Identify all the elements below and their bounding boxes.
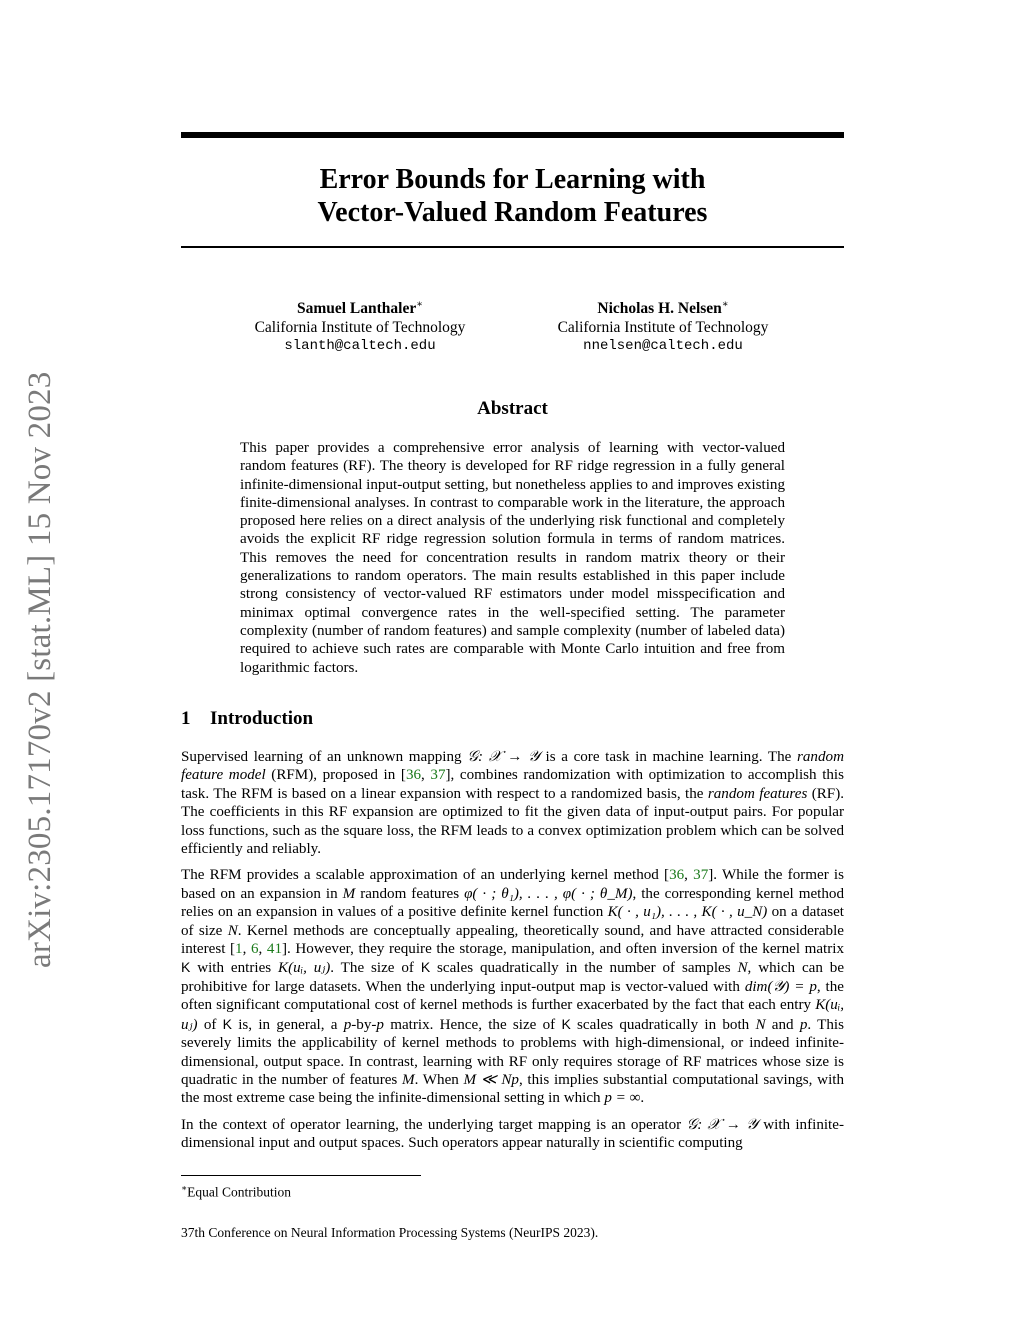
- text-run: , which can be prohibitive for large datasets. When the underlying input-output map is vector-valued with: [181, 960, 845, 995]
- author-name: Samuel Lanthaler: [296, 300, 417, 318]
- text-run: .: [640, 1090, 645, 1107]
- text-run: The RFM provides a scalable approximation of an underlying kernel method [: [181, 867, 670, 884]
- footnote-text: Equal Contribution: [187, 1184, 291, 1200]
- citation-link[interactable]: 37: [693, 867, 709, 884]
- math-symbol: K: [561, 1015, 571, 1032]
- math-infinity: p = ∞: [604, 1090, 641, 1107]
- paragraph-3: [181, 1116, 844, 1153]
- text-run: ], combines randomization with optimization to accomplish this task. The RFM is based on a linear expansion with respect to a randomized basis, the: [181, 767, 845, 802]
- math-dim: dim(𝒴) = p: [744, 978, 817, 995]
- math-symbol: N: [755, 1016, 766, 1033]
- math-symbol: K: [222, 1015, 232, 1032]
- text-run: scales quadratically in both: [570, 1016, 756, 1033]
- title-top-rule: [181, 132, 844, 138]
- text-run: scales quadratically in the number of samples: [430, 960, 738, 977]
- text-run: ]. However, they require the storage, manipulation, and often inversion of the kernel matrix: [281, 941, 845, 958]
- text-run: with entries: [190, 960, 279, 977]
- text-run: matrix. Hence, the size of: [383, 1016, 562, 1033]
- author-name: Nicholas H. Nelsen: [597, 300, 722, 318]
- author-block-1: [210, 295, 510, 356]
- math-symbol: p: [376, 1016, 384, 1033]
- text-run: , this implies substantial computational savings, with the most extreme case being the infinite-dimensional setting in which: [181, 1071, 844, 1107]
- section-number: 1: [181, 708, 191, 729]
- text-run: random features: [355, 885, 465, 902]
- body-text: [181, 748, 844, 1161]
- text-run: is, in general, a: [231, 1016, 344, 1033]
- text-run: ,: [421, 767, 431, 784]
- author-email: slanth@caltech.edu: [284, 338, 436, 355]
- math-mapping: 𝒢: 𝒳 → 𝒴: [686, 1116, 758, 1133]
- math-mapping: 𝒢: 𝒳 → 𝒴: [467, 749, 540, 765]
- text-run: (RF). The coefficients in this RF expansion are optimized to fit the given data of input-output pairs. For popular loss functions, such as the square loss, the RFM leads to a convex optimization problem which can be solved efficiently and reliably.: [181, 785, 844, 858]
- footnote-mark: ∗: [181, 1183, 188, 1193]
- text-run: ,: [258, 941, 267, 958]
- text-run: -by-: [351, 1016, 377, 1033]
- text-run: ]. While the former is based on an expansion in: [181, 867, 845, 902]
- text-run: (RFM), proposed in [: [265, 767, 406, 784]
- text-run: . The size of: [330, 960, 421, 977]
- text-run: and: [765, 1016, 800, 1033]
- text-run: . This severely limits the applicability of kernel methods to problems with high-dimensional, or indeed infinite-dimensional, output space. In contrast, learning with RF only requires storage of RF matrices whose size is quadratic in the number of features: [181, 1016, 844, 1088]
- text-run: ,: [684, 867, 694, 884]
- math-symbol: N: [737, 960, 748, 977]
- citation-link[interactable]: 36: [669, 867, 685, 884]
- math-symbol: M: [402, 1071, 415, 1088]
- math-features: φ( · ; θ₁), . . . , φ( · ; θ_M): [464, 885, 633, 902]
- math-symbol: M: [342, 885, 356, 902]
- text-run: of: [197, 1016, 223, 1033]
- text-run: on a dataset of size: [181, 904, 844, 939]
- text-run: . When: [414, 1071, 464, 1088]
- author-block-2: [513, 295, 813, 356]
- author-email: nnelsen@caltech.edu: [583, 338, 743, 355]
- math-symbol: p: [343, 1016, 352, 1033]
- section-heading: [181, 707, 313, 731]
- citation-link[interactable]: 37: [430, 767, 446, 784]
- paragraph-2: [181, 866, 844, 1107]
- text-run: Supervised learning of an unknown mapping: [181, 749, 468, 765]
- math-inequality: M ≪ Np: [463, 1071, 519, 1088]
- section-title: Introduction: [210, 708, 314, 729]
- author-mark: ∗: [416, 299, 424, 310]
- footnote: [181, 1180, 291, 1201]
- text-run: In the context of operator learning, the underlying target mapping is an operator: [181, 1116, 687, 1133]
- text-run: with infinite-dimensional input and output spaces. Such operators appear naturally in scientific computing: [181, 1116, 844, 1152]
- footnote-rule: [181, 1175, 421, 1176]
- math-symbol: K: [181, 959, 191, 976]
- citation-link[interactable]: 1: [235, 941, 243, 958]
- text-run: is a core task in machine learning. The: [539, 749, 798, 765]
- author-affiliation: California Institute of Technology: [557, 319, 769, 337]
- author-affiliation: California Institute of Technology: [254, 319, 466, 337]
- math-symbol: N: [227, 922, 238, 939]
- arxiv-identifier: arXiv:2305.17170v2 [stat.ML] 15 Nov 2023: [22, 371, 58, 968]
- text-run: , the often significant computational cost of kernel methods is further exacerbated by the fact that each entry: [181, 978, 844, 1014]
- author-mark: ∗: [721, 299, 729, 310]
- text-run: ,: [242, 941, 251, 958]
- abstract-text: This paper provides a comprehensive error analysis of learning with vector-valued random features (RF). The theory is developed for RF ridge regression in a fully general infinite-dimensional input-output setting, but nonetheless applies to and improves existing finite-dimensional analyses. In contrast to comparable work in the literature, the approach proposed here relies on a direct analysis of the underlying risk functional and completely avoids the explicit RF ridge regression solution formula in terms of random matrices. This removes the need for concentration results in random matrix theory or their generalizations to random operators. The main results established in this paper include strong consistency of vector-valued RF estimators under model misspecification and minimax optimal convergence rates in the well-specified setting. The parameter complexity (number of random features) and sample complexity (number of labeled data) required to achieve such rates are comparable with Monte Carlo intuition and free from logarithmic factors.: [240, 440, 785, 676]
- paper-title: [181, 163, 844, 229]
- text-run: . Kernel methods are conceptually appealing, theoretically sound, and have attracted considerable interest [: [181, 922, 844, 958]
- citation-link[interactable]: 6: [250, 941, 259, 958]
- math-entry: K(uᵢ, uⱼ): [278, 960, 331, 977]
- math-entry: K(uᵢ, uⱼ): [181, 997, 844, 1033]
- math-symbol: p: [799, 1016, 808, 1033]
- venue-note: 37th Conference on Neural Information Processing Systems (NeurIPS 2023).: [181, 1225, 599, 1240]
- paper-title-line-1: Error Bounds for Learning with: [319, 164, 706, 195]
- paper-title-line-2: Vector-Valued Random Features: [317, 197, 708, 228]
- citation-link[interactable]: 36: [405, 767, 422, 784]
- text-run: , the corresponding kernel method relies on an expansion in values of a positive definite kernel function: [181, 885, 844, 921]
- paragraph-1: [181, 748, 844, 858]
- citation-link[interactable]: 41: [266, 941, 282, 958]
- emphasis-text: random feature model: [181, 749, 844, 784]
- emphasis-text: random features: [707, 785, 808, 802]
- math-kernels: K( · , u₁), . . . , K( · , u_N): [607, 904, 768, 921]
- title-bottom-rule: [181, 246, 844, 248]
- math-symbol: K: [420, 959, 431, 976]
- abstract-heading: Abstract: [477, 398, 548, 419]
